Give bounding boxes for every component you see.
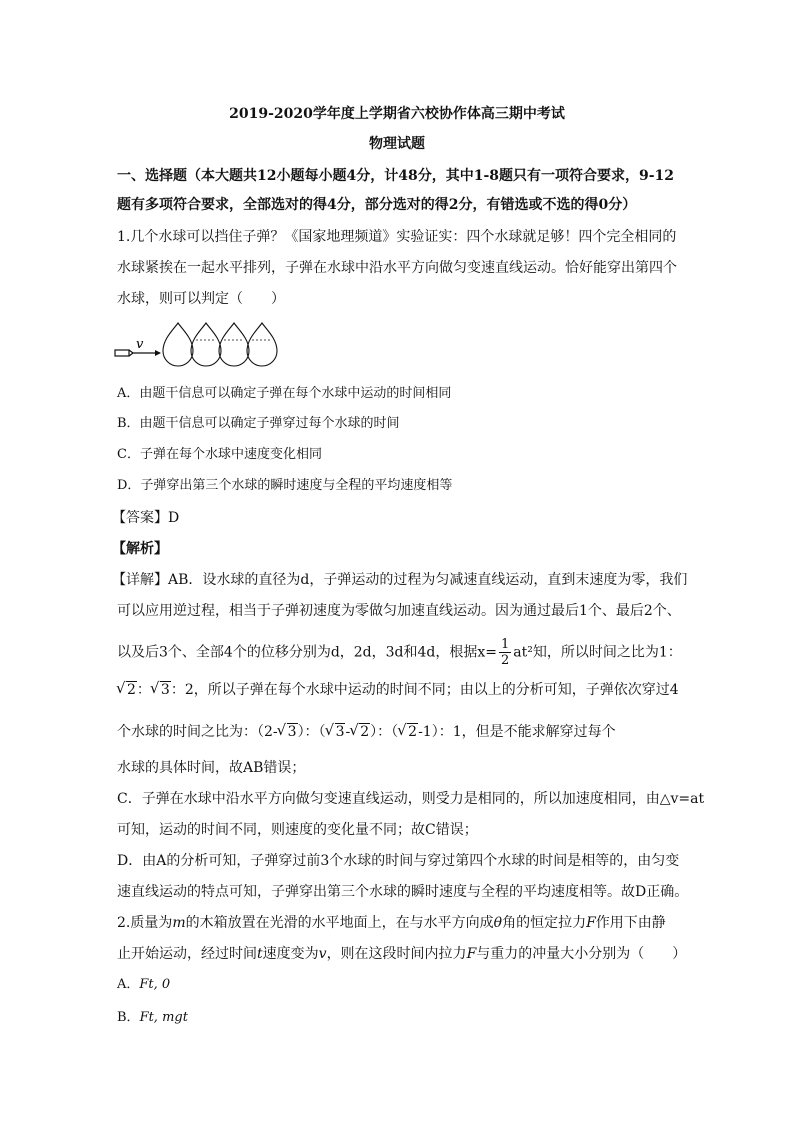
q1-detail-line-5 (117, 722, 616, 742)
math-var: v (318, 946, 327, 962)
q1-stem-line-3: 水球，则可以判定（ ） (117, 291, 285, 307)
water-ball-4 (247, 323, 277, 366)
option-label: B． (117, 1010, 140, 1025)
text-run: ，则在这段时间内拉力 (326, 946, 467, 962)
math-var: t (257, 946, 263, 962)
velocity-label: v (136, 337, 144, 352)
math-var: m (172, 915, 186, 931)
sqrt-symbol (117, 680, 137, 700)
text-run: 作用下由静 (595, 915, 666, 931)
q1-detail-d-line-2: 速直线运动的特点可知，子弹穿出第三个水球的瞬时速度与全程的平均速度相等。故D正确。 (117, 884, 689, 900)
radicand: 3 (160, 682, 170, 698)
math-var: F (586, 915, 596, 931)
sqrt-symbol (398, 722, 418, 742)
water-ball-1 (163, 323, 193, 366)
q1-detail-d-line-1: D．由A的分析可知，子弹穿过前3个水球的时间与穿过第四个水球的时间是相等的，由匀变 (117, 853, 680, 869)
text-run: ：2，所以子弹在每个水球中运动的时间不同；由以上的分析可知，子弹依次穿过4 (170, 682, 679, 698)
q2-option-b (117, 1008, 188, 1028)
q1-detail-line-4 (117, 680, 679, 700)
q1-stem-line-1: 1.几个水球可以挡住子弹？《国家地理频道》实验证实：四个水球就足够！四个完全相同的 (117, 229, 677, 245)
q1-detail-line-2: 可以应用逆过程，相当于子弹初速度为零做匀加速直线运动。因为通过最后1个、最后2个、 (117, 603, 681, 619)
q1-detail-c-line-2: 可知，运动的时间不同，则速度的变化量不同；故C错误； (117, 822, 478, 838)
radicand: 2 (127, 682, 136, 698)
option-value: Ft, mgt (139, 1010, 188, 1025)
section-heading-line-2: 题有多项符合要求，全部选对的得4分，部分选对的得2分，有错选或不选的得0分） (117, 197, 637, 213)
fraction-denominator: 2 (501, 653, 510, 668)
q2-option-a (117, 975, 170, 995)
q1-detail-line-6: 水球的具体时间，故AB错误； (117, 760, 306, 776)
math-var: F (466, 946, 477, 962)
option-label: A． (117, 977, 140, 992)
q2-stem-line-2 (117, 944, 686, 964)
text-run: - (345, 724, 351, 740)
water-ball-2 (191, 323, 221, 366)
q1-analysis-heading: 【解析】 (112, 541, 168, 557)
option-value: Ft, 0 (139, 977, 171, 992)
q1-detail-line-1: 【详解】AB．设水球的直径为d，子弹运动的过程为匀减速直线运动，直到末速度为零，我们 (112, 572, 688, 588)
radicand: 2 (360, 724, 370, 740)
text-run: 止开始运动，经过时间 (117, 946, 257, 962)
fraction-half (499, 637, 511, 668)
section-heading-line-1: 一、选择题（本大题共12小题每小题4分，计48分，其中1-8题只有一项符合要求，9-12 (117, 168, 675, 184)
sqrt-symbol (278, 722, 298, 742)
text-run: at²知，所以时间之比为1： (513, 644, 682, 661)
text-run: 2.质量为 (117, 915, 173, 931)
radicand: 3 (287, 724, 297, 740)
q1-detail-c-line-1: C．子弹在水球中沿水平方向做匀变速直线运动，则受力是相同的，所以加速度相同，由△v=at (117, 791, 705, 807)
exam-subject: 物理试题 (369, 136, 425, 152)
exam-title: 2019-2020学年度上学期省六校协作体高三期中考试 (229, 106, 565, 122)
text-run: 角的恒定拉力 (502, 915, 587, 931)
text-run: 与重力的冲量大小分别为（ ） (476, 946, 687, 962)
text-run: ）：（ (297, 724, 326, 740)
q1-stem-line-2: 水球紧挨在一起水平排列，子弹在水球中沿水平方向做匀变速直线运动。恰好能穿出第四个 (117, 260, 677, 276)
text-run: -1）：1，但是不能求解穿过每个 (418, 724, 616, 740)
fraction-numerator: 1 (501, 637, 510, 652)
sqrt-symbol (151, 680, 171, 700)
water-balls-figure (114, 320, 284, 368)
math-var: θ (493, 915, 503, 931)
q2-stem-line-1 (117, 913, 666, 933)
text-run: 以及后3个、全部4个的位移分别为d，2d，3d和4d，根据x= (117, 644, 498, 661)
radicand: 3 (335, 724, 345, 740)
bullet-icon (115, 350, 133, 356)
q1-option-a: A．由题干信息可以确定子弹在每个水球中运动的时间相同 (117, 386, 452, 401)
text-run: 速度变为 (262, 946, 319, 962)
q1-option-d: D．子弹穿出第三个水球的瞬时速度与全程的平均速度相等 (117, 478, 453, 493)
q1-option-b: B．由题干信息可以确定子弹穿过每个水球的时间 (117, 416, 400, 431)
water-ball-3 (219, 323, 249, 366)
q1-answer: 【答案】D (112, 510, 180, 526)
q1-option-c: C．子弹在每个水球中速度变化相同 (117, 447, 322, 462)
radicand: 2 (408, 724, 418, 740)
text-run: ： (136, 682, 151, 698)
q1-detail-line-3 (117, 637, 682, 668)
text-run: ）：（ (370, 724, 399, 740)
text-run: 个水球的时间之比为：（2- (117, 724, 278, 740)
text-run: 的木箱放置在光滑的水平地面上，在与水平方向成 (185, 915, 494, 931)
sqrt-symbol (350, 722, 370, 742)
sqrt-symbol (326, 722, 346, 742)
